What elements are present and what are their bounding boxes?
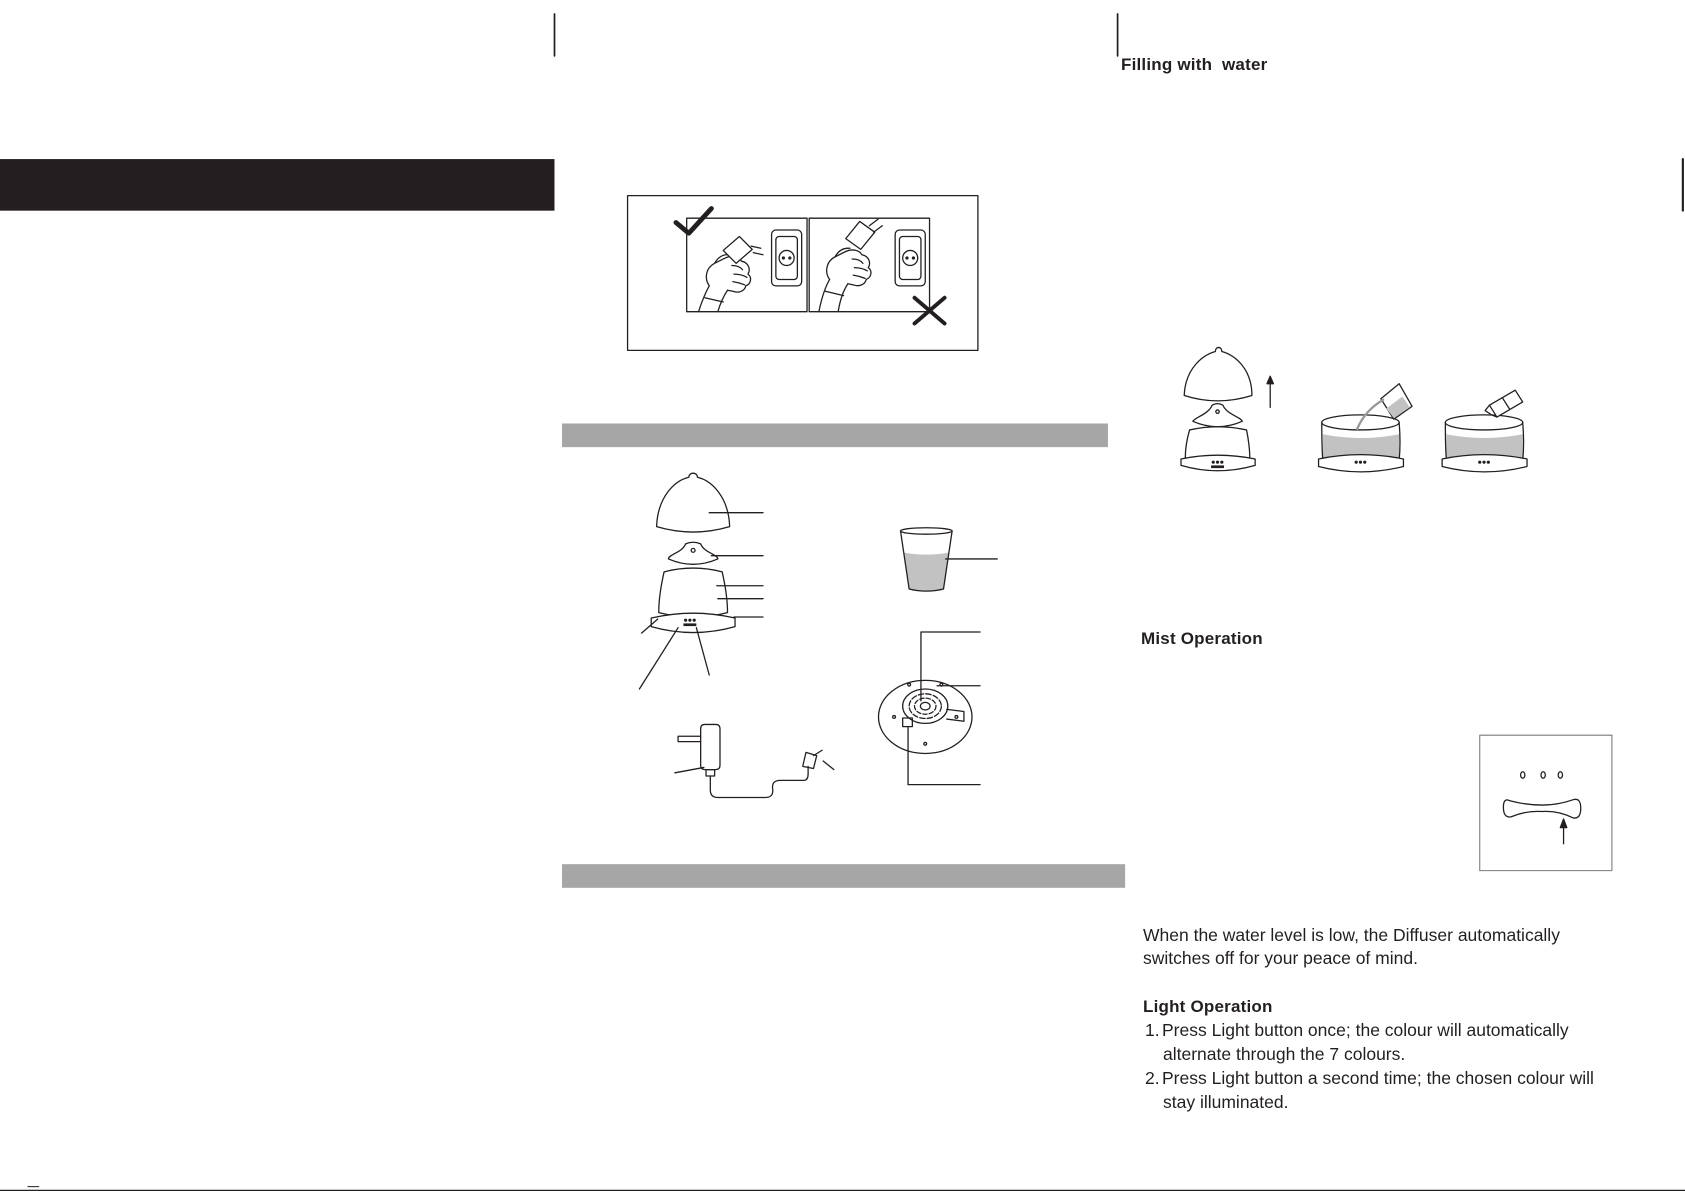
plug-adapter-tilted	[846, 219, 883, 249]
step-add-oil	[1442, 390, 1527, 472]
low-water-note-line: switches off for your peace of mind.	[1143, 948, 1418, 968]
base-plate	[878, 632, 980, 785]
step-text-line: stay illuminated.	[1163, 1092, 1289, 1112]
section-bar-instructions	[562, 864, 1125, 888]
wall-socket-left	[772, 230, 802, 286]
mist-nozzle	[668, 542, 717, 564]
power-adapter	[675, 724, 834, 797]
diffuser-cover	[657, 473, 730, 532]
arrow-up-icon	[1560, 819, 1566, 844]
step-text-line: Press Light button once; the colour will automatically	[1162, 1020, 1569, 1040]
indicator-light	[1521, 772, 1525, 778]
step-pour-water	[1319, 384, 1412, 472]
hand-holding-plug-incorrect	[819, 248, 871, 312]
step-remove-cover	[1181, 347, 1273, 470]
arrow-up-icon	[1267, 376, 1273, 407]
step-text-line: Press Light button a second time; the chosen colour will	[1162, 1068, 1594, 1088]
filling-steps-illustration	[1181, 347, 1527, 471]
low-water-note-line: When the water level is low, the Diffuser automatically	[1143, 925, 1560, 945]
check-icon	[676, 209, 711, 234]
water-tank	[659, 568, 728, 617]
mist-heading: Mist Operation	[1141, 629, 1263, 648]
light-heading: Light Operation	[1143, 997, 1273, 1016]
step-number: 2.	[1145, 1068, 1160, 1088]
black-header-bar	[0, 159, 555, 211]
diffuser-base	[651, 613, 735, 632]
indicator-light	[1541, 772, 1545, 778]
product-parts-diagram	[639, 473, 997, 797]
step-number: 1.	[1145, 1020, 1160, 1040]
hand-holding-plug-correct	[699, 255, 751, 312]
section-bar-parts	[562, 423, 1108, 447]
mist-button	[1503, 799, 1580, 818]
step-text-line: alternate through the 7 colours.	[1163, 1044, 1406, 1064]
measuring-cup	[901, 528, 998, 591]
plug-adapter-straight	[723, 236, 763, 263]
indicator-light	[1558, 772, 1562, 778]
filling-heading: Filling with water	[1121, 55, 1268, 74]
control-panel-illustration	[1480, 735, 1612, 870]
wall-socket-right	[895, 230, 925, 286]
plug-in-diagram	[628, 196, 978, 351]
